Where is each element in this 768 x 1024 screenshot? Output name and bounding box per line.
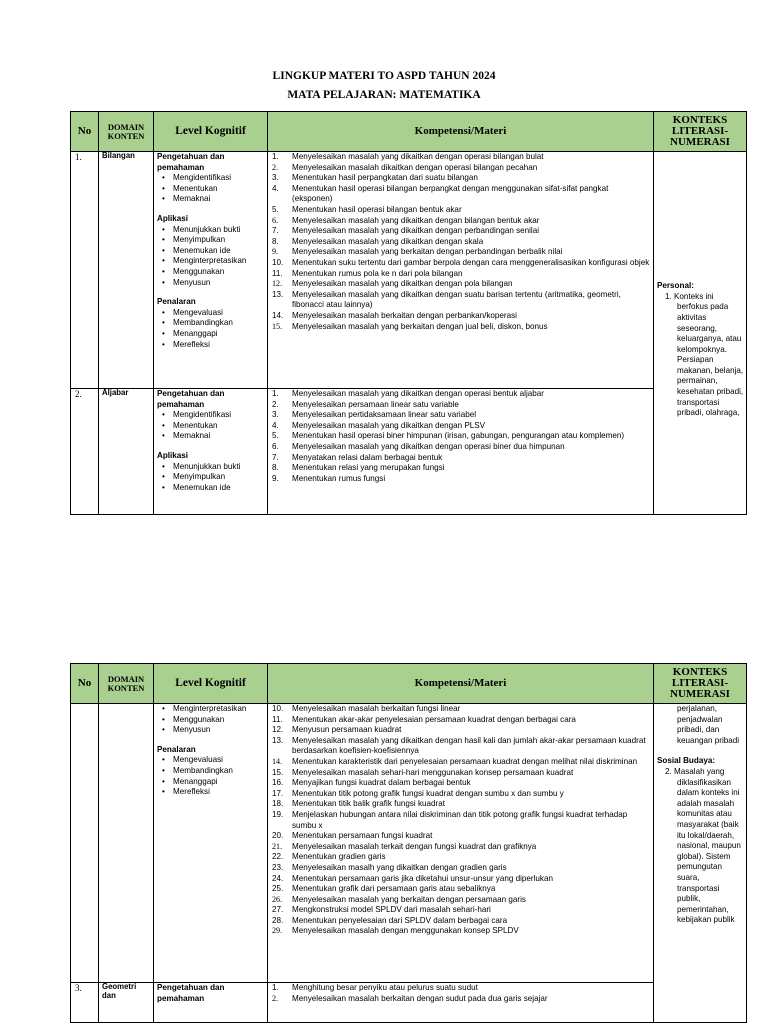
konteks-text: perjalanan, penjadwalan pribadi, dan keuangan pribadi [677,704,740,745]
header-kompetensi: Kompetensi/Materi [268,664,654,704]
kompetensi-item: 5. Menentukan hasil operasi biner himpunan (irisan, gabungan, pengurangan atau komplemen) [272,431,625,441]
row-number: 1. [71,152,99,389]
kompetensi-item: 15. Menyelesaikan masalah sehari-hari menggunakan konsep persamaan kuadrat [272,767,574,777]
row-number: 3. [71,983,99,1023]
level-item: • Menyusun [157,725,265,736]
kompetensi-cell [268,983,654,1023]
konteks-heading: Sosial Budaya: [657,756,716,766]
table-row [71,389,747,515]
level-item: • Menunjukkan bukti [157,225,265,236]
header-domain: DOMAIN KONTEN [99,664,154,704]
row-number [71,704,99,983]
kompetensi-item: 4. Menyelesaikan masalah yang dikaitkan dengan PLSV [272,420,486,430]
document-title: LINGKUP MATERI TO ASPD TAHUN 2024 [272,70,496,82]
kompetensi-item: 6. Menyelesaikan masalah yang dikaitkan dengan bilangan bentuk akar [272,215,540,225]
kompetensi-item: 15. Menyelesaikan masalah yang berkaitan dengan jual beli, diskon, bonus [272,321,548,331]
level-heading: pemahaman [157,993,205,1003]
kompetensi-item: 23. Menyelesaikan masalh yang dikaitkan dengan gradien garis [272,862,507,872]
level-item: • Menemukan ide [157,246,265,257]
kompetensi-item: 21. Menyelesaikan masalah terkait dengan fungsi kuadrat dan grafiknya [272,841,537,851]
kompetensi-item: 14. Menyelesaikan masalah berkaitan dengan perbankan/koperasi [272,310,517,320]
level-heading: Pengetahuan dan pemahaman [157,389,225,409]
level-cell [154,983,268,1023]
kompetensi-item: 20. Menentukan persamaan fungsi kuadrat [272,831,433,841]
level-cell [154,152,268,389]
level-item: • Memaknai [157,431,265,442]
kompetensi-item: 1. Menyelesaikan masalah yang dikaitkan dengan operasi bentuk aljabar [272,389,544,398]
kompetensi-item: 12. Menyelesaikan masalah yang dikaitkan dengan pola bilangan [272,279,513,289]
header-domain: DOMAIN KONTEN [99,112,154,152]
kompetensi-cell [268,389,654,515]
header-no: No [71,664,99,704]
kompetensi-item: 28. Menentukan penyelesaian dari SPLDV dalam berbagai cara [272,915,508,925]
konteks-cell [654,152,747,515]
level-heading: Penalaran [157,744,196,754]
konteks-cell [654,704,747,1023]
kompetensi-item: 11. Menentukan rumus pola ke n dari pola bilangan [272,268,463,278]
kompetensi-item: 6. Menyelesaikan masalah yang dikaitkan dengan operasi biner dua himpunan [272,441,565,451]
level-item: • Menggunakan [157,267,265,278]
kompetensi-item: 22. Menentukan gradien garis [272,852,386,862]
kompetensi-cell [268,704,654,983]
level-heading: Pengetahuan dan pemahaman [157,152,225,172]
kompetensi-item: 25. Menentukan grafik dari persamaan garis atau sebaliknya [272,884,496,894]
domain-cell [99,704,154,983]
header-level: Level Kognitif [154,112,268,152]
kompetensi-item: 27. Mengkonstruksi model SPLDV dari masalah sehari-hari [272,905,491,915]
kompetensi-item: 12. Menyusun persamaan kuadrat [272,725,402,735]
kompetensi-item: 2. Menyelesaikan persamaan linear satu variable [272,399,459,409]
header-level: Level Kognitif [154,664,268,704]
domain-cell: Aljabar [99,389,154,515]
domain-cell: Geometri dan [99,983,154,1023]
level-item: • Mengevaluasi [157,755,265,766]
level-item: • Menentukan [157,421,265,432]
konteks-heading: Personal: [657,281,694,291]
kompetensi-item: 24. Menentukan persamaan garis jika diketahui unsur-unsur yang diperlukan [272,873,553,883]
kompetensi-item: 7. Menyatakan relasi dalam berbagai bentuk [272,452,443,462]
kompetensi-item: 29. Menyelesaikan masalah dengan menggunakan konsep SPLDV [272,926,519,936]
kompetensi-item: 16. Menyajikan fungsi kuadrat dalam berbagai bentuk [272,778,471,788]
header-no: No [71,112,99,152]
level-item: • Membandingkan [157,318,265,329]
kompetensi-item: 13. Menyelesaikan masalah yang dikaitkan dengan suatu barisan tertentu (aritmatika, geometri, fibonacci atau lainnya) [272,289,621,310]
level-item: • Menunjukkan bukti [157,462,265,473]
kompetensi-item: 2. Menyelesaikan masalah dikaitkan dengan operasi bilangan pecahan [272,162,538,172]
level-item: • Merefleksi [157,340,265,351]
kompetensi-item: 2. Menyelesaikan masalah berkaitan dengan sudut pada dua garis sejajar [272,993,548,1003]
kompetensi-item: 13. Menyelesaikan masalah yang dikaitkan dengan hasil kali dan jumlah akar-akar persamaan kuadrat berdasarkan koefisien-koefisiennya [272,735,646,756]
level-item: • Mengidentifikasi [157,173,265,184]
kompetensi-item: 14. Menentukan karakteristik dari penyelesaian persamaan kuadrat dengan melihat nilai diskriminan [272,756,638,766]
level-item: • Menanggapi [157,777,265,788]
level-item: • Menyusun [157,278,265,289]
kompetensi-item: 10. Menyelesaikan masalah berkaitan fungsi linear [272,704,461,713]
level-item: • Mengidentifikasi [157,410,265,421]
kompetensi-cell [268,152,654,389]
header-konteks: KONTEKS LITERASI- NUMERASI [654,664,747,704]
kompetensi-item: 9. Menentukan rumus fungsi [272,473,386,483]
kompetensi-item: 3. Menyelesaikan pertidaksamaan linear satu variabel [272,410,477,420]
level-heading: Pengetahuan dan [157,983,225,992]
kompetensi-item: 4. Menentukan hasil operasi bilangan berpangkat dengan menggunakan sifat-sifat pangkat (eksponen) [272,183,609,204]
header-row [71,664,747,704]
kompetensi-item: 5. Menentukan hasil operasi bilangan bentuk akar [272,204,462,214]
level-heading: Aplikasi [157,450,189,460]
materi-table-1 [70,111,747,515]
level-item: • Menginterpretasikan [157,256,265,267]
kompetensi-item: 19. Menjelaskan hubungan antara nilai diskriminan dan titik potong grafik fungsi kuadrat terhadap sumbu x [272,809,628,830]
kompetensi-item: 17. Menentukan titik potong grafik fungsi kuadrat dengan sumbu x dan sumbu y [272,788,564,798]
kompetensi-item: 9. Menyelesaikan masalah yang berkaitan dengan perbandingan berbalik nilai [272,247,563,257]
level-item: • Menyimpulkan [157,235,265,246]
materi-table-2 [70,663,747,1023]
konteks-number: 1. Konteks ini [665,291,714,301]
level-cell [154,704,268,983]
kompetensi-item: 10. Menentukan suku tertentu dari gambar berpola dengan cara menggeneralisasikan konfigurasi objek [272,257,650,267]
kompetensi-item: 11. Menentukan akar-akar penyelesaian persamaan kuadrat dengan berbagai cara [272,714,576,724]
kompetensi-item: 1. Menyelesaikan masalah yang dikaitkan dengan operasi bilangan bulat [272,152,544,161]
row-number: 2. [71,389,99,515]
header-kompetensi: Kompetensi/Materi [268,112,654,152]
table-row [71,704,747,983]
kompetensi-item: 8. Menyelesaikan masalah yang dikaitkan dengan skala [272,236,484,246]
level-item: • Menyimpulkan [157,472,265,483]
level-item: • Mengevaluasi [157,308,265,319]
kompetensi-item: 26. Menyelesaikan masalah yang berkaitan dengan persamaan garis [272,894,526,904]
level-item: • Menemukan ide [157,483,265,494]
header-konteks: KONTEKS LITERASI- NUMERASI [654,112,747,152]
domain-cell: Bilangan [99,152,154,389]
header-row [71,112,747,152]
kompetensi-item: 1. Menghitung besar penyiku atau pelurus suatu sudut [272,983,478,992]
level-cell [154,389,268,515]
level-heading: Penalaran [157,297,196,307]
level-item: • Merefleksi [157,787,265,798]
document-subtitle: MATA PELAJARAN: MATEMATIKA [287,89,481,101]
konteks-text: diklasifikasikan dalam konteks ini adalah masalah komunitas atau masyarakat (baik itu lokal/daerah, nasional, maupun global). Sistem pemungutan suara, transportasi publik, pemerintahan, kebijakan publik [677,777,741,925]
level-item: • Menginterpretasikan [157,704,265,715]
table-row [71,983,747,1023]
kompetensi-item: 8. Menentukan relasi yang merupakan fungsi [272,463,445,473]
konteks-number: 2. Masalah yang [665,766,725,776]
table-row [71,152,747,389]
kompetensi-item: 7. Menyelesaikan masalah yang dikaitkan dengan perbandingan senilai [272,226,540,236]
konteks-text: berfokus pada aktivitas seseorang, keluarganya, atau kelompoknya. Persiapan makanan, belanja, permainan, kesehatan pribadi, transportasi pribadi, olahraga, [677,302,744,418]
level-item: • Memaknai [157,194,265,205]
level-item: • Menentukan [157,184,265,195]
level-item: • Menggunakan [157,715,265,726]
level-item: • Membandingkan [157,766,265,777]
kompetensi-item: 3. Menentukan hasil perpangkatan dari suatu bilangan [272,173,478,183]
level-heading: Aplikasi [157,213,189,223]
level-item: • Menanggapi [157,329,265,340]
kompetensi-item: 18. Menentukan titik balik grafik fungsi kuadrat [272,799,445,809]
